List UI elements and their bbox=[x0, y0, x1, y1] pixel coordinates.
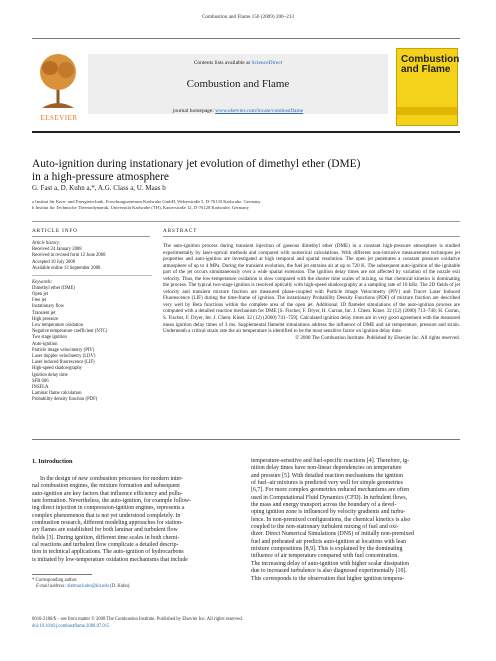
text-line: complex phenomenon that is not yet understood completely. In bbox=[32, 512, 181, 519]
email-link[interactable]: dietmar.kuhn@kit.edu bbox=[67, 584, 109, 590]
abstract-heading: ABSTRACT bbox=[163, 228, 198, 234]
text-line: is initiated by low-temperature oxidation mechanisms that include bbox=[32, 556, 188, 563]
keyword: Two stage ignition bbox=[32, 335, 67, 341]
homepage-link[interactable]: www.elsevier.com/locate/combustflame bbox=[215, 108, 304, 114]
keywords-label: Keywords: bbox=[32, 279, 53, 285]
publisher-logo-text: ELSEVIER bbox=[40, 114, 78, 122]
keyword: Transient jet bbox=[32, 310, 56, 316]
text-line: and pressure [5]. With detailed reaction mechanisms the ignition bbox=[251, 472, 403, 479]
keyword: Ignition delay time bbox=[32, 372, 68, 378]
keyword: Negative temperature coefficient (NTC) bbox=[32, 329, 108, 335]
keyword: Laser doppler velocimetry (LDV) bbox=[32, 354, 96, 360]
text-line: fuel and preheated air predicts auto-ignition at locations with lean bbox=[251, 538, 406, 545]
intro-left-column bbox=[32, 476, 244, 564]
text-line: of fuel–air mixtures is predicted very well for simple geometries bbox=[251, 480, 403, 487]
keyword: Open jet bbox=[32, 292, 49, 298]
text-line: cal reactions and turbulent flow complicate a detailed descrip- bbox=[32, 542, 179, 549]
article-info-heading: ARTICLE INFO bbox=[32, 228, 78, 234]
doi-link[interactable]: doi:10.1016/j.combustflame.2008.07.015 bbox=[32, 623, 110, 629]
running-head: Combustion and Flame 156 (2009) 200–213 bbox=[201, 14, 295, 20]
journal-header bbox=[32, 42, 460, 129]
text-line: The increasing delay of auto-ignition with higher scalar dissipation bbox=[251, 560, 410, 567]
intro-right-column bbox=[251, 458, 461, 583]
footnote bbox=[32, 578, 244, 591]
journal-cover bbox=[396, 48, 458, 126]
keyword: Particle image velocimetry (PIV) bbox=[32, 347, 95, 353]
keyword: Dimethyl ether (DME) bbox=[32, 285, 75, 291]
journal-homepage: journal homepage: www.elsevier.com/locate/combustflame bbox=[172, 108, 304, 114]
front-matter-line: 0010-2180/$ – see front matter © 2008 The Combustion Institute. Published by Elsevier Inc. All rights reserved. bbox=[32, 617, 243, 622]
corresponding-author: * Corresponding author. bbox=[32, 578, 78, 583]
keyword: High-speed shadowgraphy bbox=[32, 366, 83, 372]
history-label: Article history: bbox=[32, 241, 61, 246]
keyword: Free jet bbox=[32, 298, 47, 304]
contents-line: Contents lists available at ScienceDirect bbox=[193, 60, 283, 66]
introduction-heading: 1. Introduction bbox=[32, 458, 73, 465]
history-item: Available online 13 September 2008 bbox=[32, 265, 101, 271]
keyword: Instationary flow bbox=[32, 304, 65, 310]
text-line: mixture compositions [8,9]. This is explained by the dominating bbox=[251, 546, 403, 553]
elsevier-tree-logo bbox=[36, 48, 80, 112]
text-line: coupled to the non-stationary turbulent mixing of fuel and oxi- bbox=[251, 524, 399, 531]
text-line: oping ignition zone is influenced by velocity gradients and turbu- bbox=[251, 509, 406, 516]
text-line: ary flames are established for both laminar and turbulent flow bbox=[32, 527, 178, 534]
abstract-text: The auto-ignition process during transient injection of gaseous dimethyl ether (DME) in a constant high-pressure atmosphere is studied experimentally by laser-optical methods and compared with numerical calculations. With different non-intrusive measurement techniques jet properties and auto-ignition are investigated at high temporal and spatial resolution. The open jet penetrates a constant pressure oxidative atmosphere of up to 4 MPa. During the transient evolution, the fuel jet entrains air at up to 720 K. The subsequent auto-ignition of the ignitable part of the jet occurs simultaneously over a wide spatial extension. The ignition delay times are not affected by variation of the nozzle exit velocity. Thus, the low-temperature oxidation is slow compared with the shorter time scales of mixing, so that chemical kinetics is dominating the process. The typical two-stage ignition is resolved optically with high-speed shadowgraphy at a sampling rate of 10 kHz. The 2D fields of jet velocity and transient mixture fraction are measured phase-coupled with Particle Image Velocimetry (PIV) and Tracer Laser Induced Fluorescence (LIF) during the time-frame of ignition. The instationary Probability Density Functions (PDF) of mixture fraction are described very well by Beta functions within the complete area of the open jet. Additional 1D flamelet simulations of the auto-ignition process are computed with a detailed reaction mechanism for DME [S. Fischer, F. Dryer, H. Curran, Int. J. Chem. Kinet. 32 (12) (2000) 713–740; H. Curran, S. Fischer, F. Dryer, Int. J. Chem. Kinet. 32 (12) (2000) 741–759]. Calculated ignition delay times are in very good agreement with the measured mean ignition delay times of 3 ms. Supplemental flamelet simulations address the influence of DME and air temperature, pressure and strain. Underneath a critical strain rate the air temperature is identified to be the most sensitive factor on ignition delay time. bbox=[163, 243, 460, 335]
email-line: E-mail address: dietmar.kuhn@kit.edu (D. Kuhn). bbox=[36, 584, 131, 590]
footer bbox=[32, 617, 462, 630]
keyword: INSFLA bbox=[32, 385, 49, 391]
text-line: tant formation. Nevertheless, the auto-ignition, for example follow- bbox=[32, 498, 192, 505]
header-center bbox=[88, 54, 388, 114]
article-info bbox=[32, 241, 152, 404]
text-line: temperature-sensitive and fuel-specific reactions [4]. Therefore, ig- bbox=[251, 458, 410, 464]
text-line: tion in technical applications. The auto-ignition of hydrocarbons bbox=[32, 549, 184, 556]
abstract-body bbox=[163, 243, 460, 341]
text-line: due to increased turbulence is also diagnosed experimentally [10]. bbox=[251, 568, 407, 575]
keyword: SFB 606 bbox=[32, 378, 49, 384]
text-line: In the design of new combustion processes for modern inter- bbox=[40, 476, 184, 482]
text-line: This corresponds to the observation that higher ignition tempera- bbox=[251, 575, 405, 582]
text-line: dizer. Direct Numerical Simulations (DNS) of initially non-premixed bbox=[251, 531, 414, 538]
text-line: auto-ignition are key factors that influence efficiency and pollu- bbox=[32, 490, 183, 497]
history-item: Received 24 January 2008 bbox=[32, 247, 82, 253]
affiliation-b: b Institut für Technische Thermodynamik, Universität Karlsruhe (TH), Kaiserstraße 12, D-76128 Karlsruhe, Germany bbox=[32, 204, 249, 210]
text-line: ing direct injection in compression-ignition engines, represents a bbox=[32, 505, 185, 512]
text-line: fields [3]. During ignition, different time scales in both chemi- bbox=[32, 534, 180, 541]
text-line: nal combustion engines, the mixture formation and subsequent bbox=[32, 483, 180, 490]
affiliations bbox=[32, 199, 261, 211]
text-line: lence. In non-premixed configurations, the chemical kinetics is also bbox=[251, 516, 411, 523]
keyword: Probability density function (PDF) bbox=[32, 397, 98, 403]
text-line: combustion research, different modeling approaches for station- bbox=[32, 520, 183, 527]
keyword: Low temperature oxidation bbox=[32, 323, 84, 329]
cover-title: Combustion and Flame bbox=[401, 54, 460, 75]
keyword: Laminar flame calculation bbox=[32, 391, 82, 397]
text-line: the mass and energy transport across the boundary of a devel- bbox=[251, 502, 397, 509]
text-line: nition delay times have non-linear dependencies on temperature bbox=[251, 465, 402, 472]
text-line: influence of air temperature compared with fuel concentration. bbox=[251, 553, 399, 560]
keyword: Auto-ignition bbox=[32, 341, 58, 347]
history-item: Accepted 10 July 2008 bbox=[32, 259, 76, 265]
sciencedirect-link[interactable]: ScienceDirect bbox=[251, 60, 283, 66]
keyword: High pressure bbox=[32, 316, 59, 322]
text-line: used in Computational Fluid Dynamics (CFD). In turbulent flows, bbox=[251, 494, 408, 501]
journal-name: Combustion and Flame bbox=[186, 78, 290, 90]
authors: G. Fast a, D. Kuhn a,*, A.G. Class a, U. Maas b bbox=[32, 184, 166, 192]
article-title: Auto-ignition during instationary jet evolution of dimethyl ether (DME) in a high-pressure atmosphere bbox=[32, 158, 361, 183]
affiliation-a: a Institut für Kern- und Energietechnik, Forschungszentrum Karlsruhe GmbH, Weberstraße 5, D-76133 Karlsruhe, Germany bbox=[32, 199, 261, 204]
abstract-copyright: © 2008 The Combustion Institute. Published by Elsevier Inc. All rights reserved. bbox=[295, 334, 460, 341]
text-line: [6,7]. For more complex geometries reduced mechanisms are often bbox=[251, 487, 410, 494]
history-item: Received in revised form 12 June 2008 bbox=[32, 253, 106, 259]
keyword: Laser induced fluorescence (LIF) bbox=[32, 360, 95, 366]
